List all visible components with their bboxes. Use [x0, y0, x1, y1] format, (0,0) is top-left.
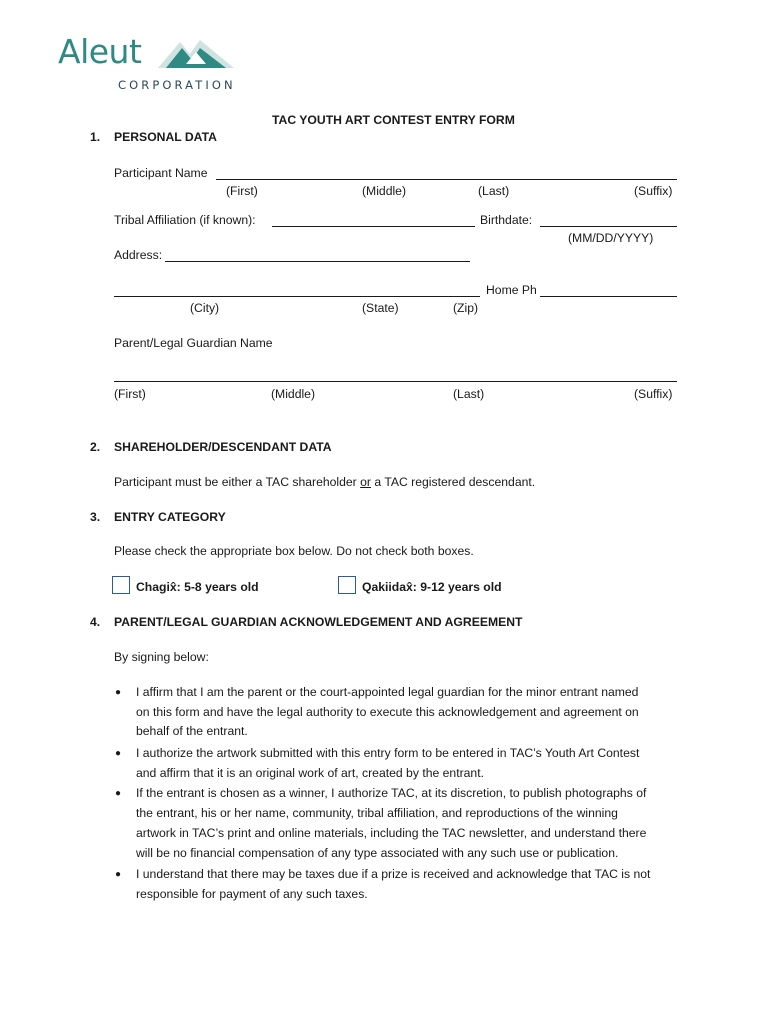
logo-word: Aleut — [58, 32, 142, 71]
home-phone-label: Home Ph — [486, 283, 537, 297]
address-label: Address: — [114, 248, 163, 262]
birthdate-field[interactable] — [540, 226, 677, 227]
section-1-number: 1. — [90, 130, 101, 144]
birthdate-format-caption: (MM/DD/YYYY) — [568, 231, 654, 245]
section-4-number: 4. — [90, 615, 101, 629]
section-1-title: PERSONAL DATA — [114, 130, 217, 144]
bullet-3-line-3: artwork in TAC’s print and online materials, including the TAC newsletter, and understand there — [136, 826, 647, 840]
qakiidax-checkbox[interactable] — [338, 576, 356, 594]
guardian-middle-caption: (Middle) — [271, 387, 316, 401]
bullet-4-line-2: responsible for payment of any such taxes. — [136, 887, 368, 901]
bullet-3-line-4: will be no financial compensation of any type associated with any such use or publication. — [136, 846, 619, 860]
shareholder-text-before: Participant must be either a TAC shareholder — [114, 475, 361, 489]
form-title: TAC YOUTH ART CONTEST ENTRY FORM — [272, 113, 515, 127]
logo-corporation: CORPORATION — [118, 78, 236, 92]
bullet-icon: ● — [115, 869, 122, 880]
entry-instruction: Please check the appropriate box below. Do not check both boxes. — [114, 544, 474, 558]
bullet-icon: ● — [115, 687, 122, 698]
logo-mountain-icon — [156, 34, 236, 74]
shareholder-text-or: or — [360, 475, 371, 489]
address-field[interactable] — [165, 261, 470, 262]
participant-middle-caption: (Middle) — [362, 184, 407, 198]
bullet-3-line-1: If the entrant is chosen as a winner, I authorize TAC, at its discretion, to publish photographs of — [136, 786, 647, 800]
bullet-icon: ● — [115, 788, 122, 799]
bullet-1-line-2: on this form and have the legal authority to execute this acknowledgement and agreement on — [136, 705, 639, 719]
birthdate-label: Birthdate: — [480, 213, 533, 227]
bullet-1-line-1: I affirm that I am the parent or the court-appointed legal guardian for the minor entrant named — [136, 685, 639, 699]
city-state-zip-field[interactable] — [114, 296, 480, 297]
guardian-name-label: Parent/Legal Guardian Name — [114, 336, 273, 350]
section-2-number: 2. — [90, 440, 101, 454]
chagix-checkbox[interactable] — [112, 576, 130, 594]
city-caption: (City) — [190, 301, 220, 315]
qakiidax-option-label: Qakiidax̂: 9-12 years old — [362, 580, 502, 594]
participant-suffix-caption: (Suffix) — [634, 184, 673, 198]
bullet-2-line-1: I authorize the artwork submitted with this entry form to be entered in TAC’s Youth Art Contest — [136, 746, 640, 760]
bullet-icon: ● — [115, 748, 122, 759]
shareholder-requirement-text — [114, 475, 535, 489]
guardian-suffix-caption: (Suffix) — [634, 387, 673, 401]
section-2-title: SHAREHOLDER/DESCENDANT DATA — [114, 440, 332, 454]
guardian-name-field[interactable] — [114, 381, 677, 382]
agreement-intro: By signing below: — [114, 650, 209, 664]
tribal-affiliation-label: Tribal Affiliation (if known): — [114, 213, 256, 227]
chagix-option-label: Chagix̂: 5-8 years old — [136, 580, 259, 594]
tribal-affiliation-field[interactable] — [272, 226, 475, 227]
participant-first-caption: (First) — [226, 184, 258, 198]
participant-name-label: Participant Name — [114, 166, 208, 180]
section-3-number: 3. — [90, 510, 101, 524]
bullet-3-line-2: the entrant, his or her name, community, tribal affiliation, and reproductions of the winning — [136, 806, 618, 820]
bullet-2-line-2: and affirm that it is an original work of art, created by the entrant. — [136, 766, 484, 780]
shareholder-text-after: a TAC registered descendant. — [370, 475, 536, 489]
bullet-4-line-1: I understand that there may be taxes due if a prize is received and acknowledge that TAC is not — [136, 867, 651, 881]
participant-last-caption: (Last) — [478, 184, 510, 198]
state-caption: (State) — [362, 301, 399, 315]
guardian-first-caption: (First) — [114, 387, 146, 401]
home-phone-field[interactable] — [540, 296, 677, 297]
bullet-1-line-3: behalf of the entrant. — [136, 724, 248, 738]
section-3-title: ENTRY CATEGORY — [114, 510, 226, 524]
section-4-title: PARENT/LEGAL GUARDIAN ACKNOWLEDGEMENT AND AGREEMENT — [114, 615, 523, 629]
participant-name-field[interactable] — [216, 179, 677, 180]
zip-caption: (Zip) — [453, 301, 479, 315]
guardian-last-caption: (Last) — [453, 387, 485, 401]
